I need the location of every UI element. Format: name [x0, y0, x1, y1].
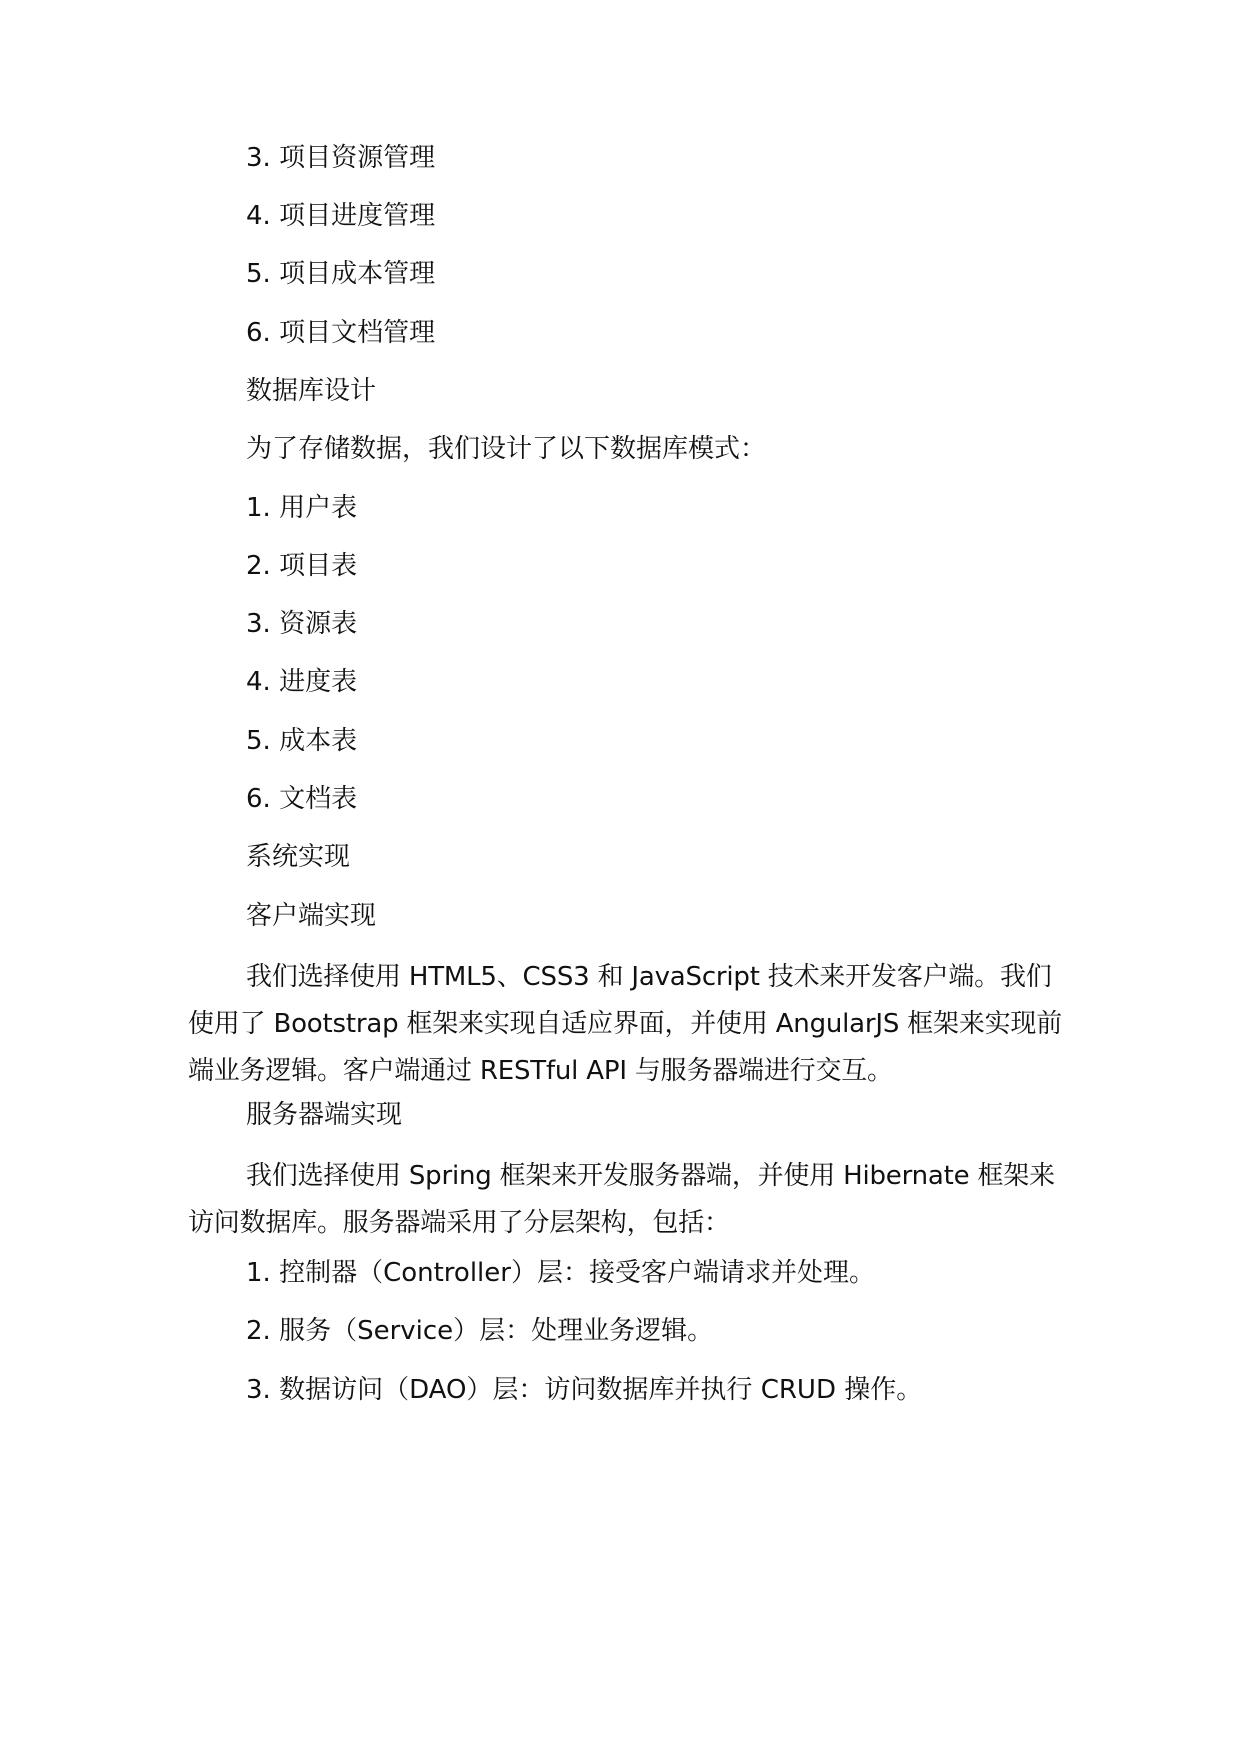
- paragraph-client-implementation: 我们选择使用 HTML5、CSS3 和 JavaScript 技术来开发客户端。我们使用了 Bootstrap 框架来实现自适应界面，并使用 AngularJS 框架来实现前端业务逻辑。客户端通过 RESTful API 与服务器端进行交互。: [188, 962, 1063, 1086]
- list-item-document-management: 6. 项目文档管理: [246, 318, 436, 348]
- list-item-controller-layer: 1. 控制器（Controller）层：接受客户端请求并处理。: [246, 1258, 875, 1288]
- paragraph-database-intro: 为了存储数据，我们设计了以下数据库模式：: [246, 434, 767, 464]
- section-heading-server-implementation: 服务器端实现: [246, 1100, 403, 1130]
- list-item-user-table: 1. 用户表: [246, 493, 358, 523]
- list-item-dao-layer: 3. 数据访问（DAO）层：访问数据库并执行 CRUD 操作。: [246, 1375, 923, 1405]
- list-item-project-table: 2. 项目表: [246, 551, 358, 581]
- section-heading-system-implementation: 系统实现: [246, 842, 351, 872]
- list-item-schedule-table: 4. 进度表: [246, 667, 358, 697]
- paragraph-server-implementation: 我们选择使用 Spring 框架来开发服务器端，并使用 Hibernate 框架来访问数据库。服务器端采用了分层架构，包括：: [188, 1161, 1055, 1238]
- section-heading-client-implementation: 客户端实现: [246, 901, 377, 931]
- list-item-document-table: 6. 文档表: [246, 784, 358, 814]
- list-item-cost-management: 5. 项目成本管理: [246, 259, 436, 289]
- list-item-schedule-management: 4. 项目进度管理: [246, 201, 436, 231]
- list-item-cost-table: 5. 成本表: [246, 726, 358, 756]
- list-item-resource-table: 3. 资源表: [246, 609, 358, 639]
- list-item-service-layer: 2. 服务（Service）层：处理业务逻辑。: [246, 1316, 714, 1346]
- list-item-resource-management: 3. 项目资源管理: [246, 143, 436, 173]
- section-heading-database-design: 数据库设计: [246, 376, 377, 406]
